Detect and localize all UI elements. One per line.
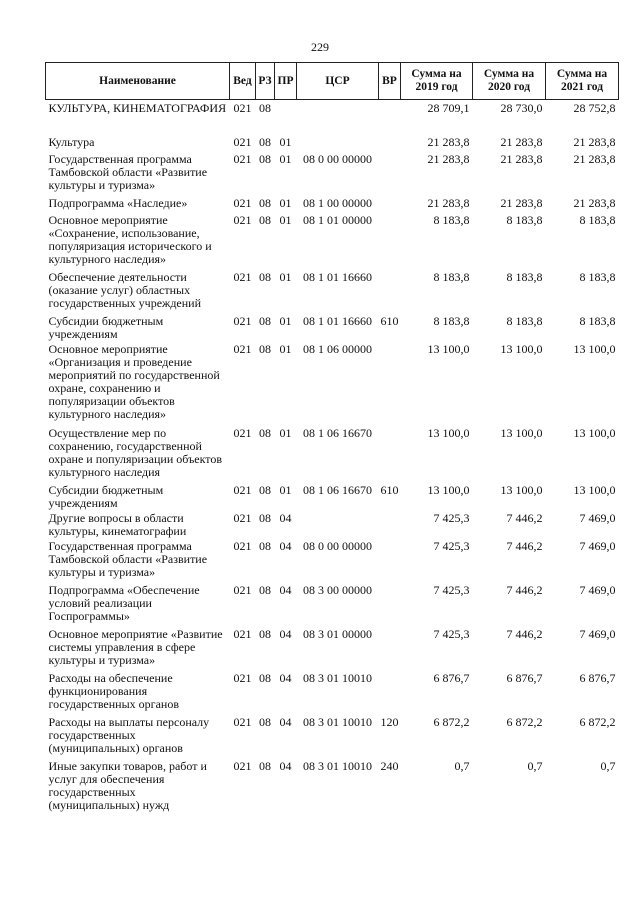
row-csr: 08 3 01 10010 [303, 758, 372, 773]
row-sum-2020: 7 446,2 [506, 510, 543, 525]
row-csr: 08 1 06 00000 [303, 341, 372, 356]
row-pr: 01 [279, 195, 292, 210]
row-csr [297, 510, 379, 538]
row-pr: 04 [279, 670, 292, 685]
row-pr: 01 [279, 134, 292, 149]
row-name: КУЛЬТУРА, КИНЕМАТОГРАФИЯ [48, 101, 227, 115]
row-sum-2020: 13 100,0 [500, 341, 543, 356]
row-ved: 021 [233, 425, 252, 440]
table-row [46, 510, 619, 538]
row-csr: 08 1 01 16660 [303, 269, 372, 284]
row-sum-2020: 8 183,8 [506, 212, 543, 227]
row-rz: 08 [259, 269, 271, 284]
row-name: Субсидии бюджетным учреждениям [48, 313, 164, 341]
row-sum-2021: 8 183,8 [579, 212, 616, 227]
row-csr: 08 3 00 00000 [303, 582, 372, 597]
row-sum-2019: 28 709,1 [427, 101, 470, 115]
row-sum-2020: 21 283,8 [500, 195, 543, 210]
row-rz: 08 [259, 101, 271, 115]
row-name: Основное мероприятие «Развитие системы управления в сфере культуры и туризма» [48, 626, 223, 667]
table-row [46, 212, 619, 269]
budget-table [45, 62, 619, 816]
row-sum-2019: 7 425,3 [433, 582, 470, 597]
table-row [46, 670, 619, 714]
row-sum-2021: 6 872,2 [579, 714, 616, 729]
row-ved: 021 [233, 101, 252, 115]
row-sum-2021: 21 283,8 [573, 195, 616, 210]
row-pr: 01 [279, 269, 292, 284]
row-name: Государственная программа Тамбовской области «Развитие культуры и туризма» [48, 538, 208, 579]
header-vr: ВР [379, 63, 401, 100]
row-ved: 021 [233, 212, 252, 227]
table-row [46, 714, 619, 758]
row-sum-2020: 6 872,2 [506, 714, 543, 729]
table-row [46, 482, 619, 510]
row-sum-2021: 8 183,8 [579, 313, 616, 328]
table-row [46, 134, 619, 151]
row-sum-2019: 13 100,0 [427, 425, 470, 440]
row-vr: 610 [380, 482, 399, 497]
row-sum-2019: 21 283,8 [427, 134, 470, 149]
table-row [46, 269, 619, 313]
row-name: Расходы на выплаты персоналу государственных (муниципальных) органов [48, 714, 210, 755]
row-pr: 04 [279, 510, 292, 525]
row-csr: 08 1 01 16660 [303, 313, 372, 328]
row-sum-2020: 21 283,8 [500, 151, 543, 166]
row-ved: 021 [233, 195, 252, 210]
row-csr [297, 134, 379, 151]
row-pr: 01 [279, 151, 292, 166]
row-vr [379, 341, 401, 425]
row-vr [379, 151, 401, 195]
row-rz: 08 [259, 482, 271, 497]
row-rz: 08 [259, 626, 271, 641]
row-pr: 01 [279, 212, 292, 227]
row-name: Иные закупки товаров, работ и услуг для обеспечения государственных (муниципальных) нужд [48, 758, 207, 812]
row-sum-2020: 7 446,2 [506, 538, 543, 553]
row-pr: 04 [279, 582, 292, 597]
row-vr [379, 269, 401, 313]
row-ved: 021 [233, 134, 252, 149]
row-sum-2019: 7 425,3 [433, 626, 470, 641]
row-vr [379, 425, 401, 482]
row-vr [379, 626, 401, 670]
row-csr: 08 1 06 16670 [303, 482, 372, 497]
row-csr: 08 1 06 16670 [303, 425, 372, 440]
table-row [46, 341, 619, 425]
row-vr [379, 195, 401, 212]
row-name: Подпрограмма «Обеспечение условий реализации Госпрограммы» [48, 582, 200, 623]
row-sum-2021: 13 100,0 [573, 341, 616, 356]
row-sum-2019: 6 872,2 [433, 714, 470, 729]
row-vr: 610 [380, 313, 399, 328]
row-sum-2021: 21 283,8 [573, 134, 616, 149]
row-sum-2021: 8 183,8 [579, 269, 616, 284]
row-rz: 08 [259, 538, 271, 553]
row-ved: 021 [233, 538, 252, 553]
row-pr: 01 [279, 341, 292, 356]
row-pr: 04 [279, 758, 292, 773]
row-pr: 01 [279, 313, 292, 328]
table-row [46, 758, 619, 816]
row-rz: 08 [259, 341, 271, 356]
row-pr: 04 [279, 626, 292, 641]
row-name: Расходы на обеспечение функционирования государственных органов [48, 670, 179, 711]
row-sum-2021: 13 100,0 [573, 482, 616, 497]
table-header-row [46, 63, 619, 100]
row-rz: 08 [259, 670, 271, 685]
row-vr [379, 100, 401, 134]
row-sum-2019: 8 183,8 [433, 269, 470, 284]
row-sum-2019: 7 425,3 [433, 510, 470, 525]
row-ved: 021 [233, 626, 252, 641]
row-sum-2019: 13 100,0 [427, 341, 470, 356]
row-sum-2021: 7 469,0 [579, 538, 616, 553]
row-rz: 08 [259, 510, 271, 525]
row-name: Культура [48, 134, 95, 149]
row-sum-2021: 7 469,0 [579, 510, 616, 525]
header-pr: ПР [275, 63, 297, 100]
row-rz: 08 [259, 195, 271, 210]
row-ved: 021 [233, 341, 252, 356]
header-rz: РЗ [256, 63, 275, 100]
row-sum-2020: 6 876,7 [506, 670, 543, 685]
row-sum-2020: 8 183,8 [506, 269, 543, 284]
row-rz: 08 [259, 134, 271, 149]
row-sum-2021: 7 469,0 [579, 582, 616, 597]
row-csr: 08 3 01 10010 [303, 670, 372, 685]
row-sum-2019: 21 283,8 [427, 151, 470, 166]
table-row [46, 538, 619, 582]
row-vr [379, 510, 401, 538]
row-vr [379, 538, 401, 582]
row-ved: 021 [233, 482, 252, 497]
table-row [46, 313, 619, 341]
row-csr: 08 1 01 00000 [303, 212, 372, 227]
row-sum-2021: 28 752,8 [573, 101, 616, 115]
row-csr: 08 1 00 00000 [303, 195, 372, 210]
row-sum-2020: 13 100,0 [500, 482, 543, 497]
row-sum-2019: 8 183,8 [433, 313, 470, 328]
row-name: Основное мероприятие «Организация и проведение мероприятий по государственной охране, сохранению и популяризации объектов культурного наследия» [48, 341, 220, 421]
row-sum-2020: 28 730,0 [500, 101, 543, 115]
row-name: Субсидии бюджетным учреждениям [48, 482, 164, 510]
row-sum-2019: 8 183,8 [433, 212, 470, 227]
row-csr: 08 0 00 00000 [303, 538, 372, 553]
row-rz: 08 [259, 151, 271, 166]
row-rz: 08 [259, 425, 271, 440]
row-vr [379, 134, 401, 151]
row-sum-2019: 7 425,3 [433, 538, 470, 553]
row-sum-2020: 7 446,2 [506, 582, 543, 597]
row-sum-2020: 8 183,8 [506, 313, 543, 328]
row-rz: 08 [259, 582, 271, 597]
row-name: Подпрограмма «Наследие» [48, 195, 188, 210]
row-name: Другие вопросы в области культуры, кинематографии [48, 510, 187, 538]
row-sum-2019: 6 876,7 [433, 670, 470, 685]
row-sum-2020: 13 100,0 [500, 425, 543, 440]
row-vr [379, 582, 401, 626]
row-vr [379, 212, 401, 269]
row-ved: 021 [233, 313, 252, 328]
row-rz: 08 [259, 313, 271, 328]
row-name: Осуществление мер по сохранению, государственной охране и популяризации объектов культурного наследия [48, 425, 223, 479]
row-vr [379, 670, 401, 714]
table-row [46, 626, 619, 670]
row-name: Основное мероприятие «Сохранение, использование, популяризация исторического и культурного наследия» [48, 212, 212, 266]
row-csr: 08 0 00 00000 [303, 151, 372, 166]
header-sum-2019: Сумма на 2019 год [401, 63, 473, 100]
row-sum-2019: 0,7 [454, 758, 470, 773]
page-number: 229 [311, 40, 329, 54]
header-csr: ЦСР [297, 63, 379, 100]
table-row [46, 195, 619, 212]
header-sum-2020: Сумма на 2020 год [473, 63, 546, 100]
row-sum-2021: 6 876,7 [579, 670, 616, 685]
row-rz: 08 [259, 714, 271, 729]
row-sum-2021: 7 469,0 [579, 626, 616, 641]
row-sum-2021: 13 100,0 [573, 425, 616, 440]
row-pr: 04 [279, 538, 292, 553]
row-sum-2020: 21 283,8 [500, 134, 543, 149]
row-ved: 021 [233, 510, 252, 525]
row-sum-2019: 13 100,0 [427, 482, 470, 497]
row-csr [297, 100, 379, 134]
row-ved: 021 [233, 151, 252, 166]
table-row [46, 151, 619, 195]
row-sum-2021: 0,7 [600, 758, 616, 773]
table-row [46, 582, 619, 626]
row-csr: 08 3 01 10010 [303, 714, 372, 729]
row-vr: 120 [380, 714, 399, 729]
row-pr: 04 [279, 714, 292, 729]
row-pr: 01 [279, 425, 292, 440]
header-ved: Вед [230, 63, 256, 100]
row-ved: 021 [233, 670, 252, 685]
row-ved: 021 [233, 714, 252, 729]
table-row [46, 425, 619, 482]
row-pr [275, 100, 297, 134]
header-sum-2021: Сумма на 2021 год [546, 63, 619, 100]
row-rz: 08 [259, 758, 271, 773]
table-row [46, 100, 619, 134]
row-ved: 021 [233, 269, 252, 284]
row-sum-2020: 0,7 [527, 758, 543, 773]
row-csr: 08 3 01 00000 [303, 626, 372, 641]
row-sum-2020: 7 446,2 [506, 626, 543, 641]
row-sum-2021: 21 283,8 [573, 151, 616, 166]
row-sum-2019: 21 283,8 [427, 195, 470, 210]
row-name: Обеспечение деятельности (оказание услуг) областных государственных учреждений [48, 269, 202, 310]
header-name: Наименование [46, 63, 230, 100]
row-vr: 240 [380, 758, 399, 773]
row-name: Государственная программа Тамбовской области «Развитие культуры и туризма» [48, 151, 208, 192]
row-rz: 08 [259, 212, 271, 227]
row-ved: 021 [233, 582, 252, 597]
row-ved: 021 [233, 758, 252, 773]
row-pr: 01 [279, 482, 292, 497]
